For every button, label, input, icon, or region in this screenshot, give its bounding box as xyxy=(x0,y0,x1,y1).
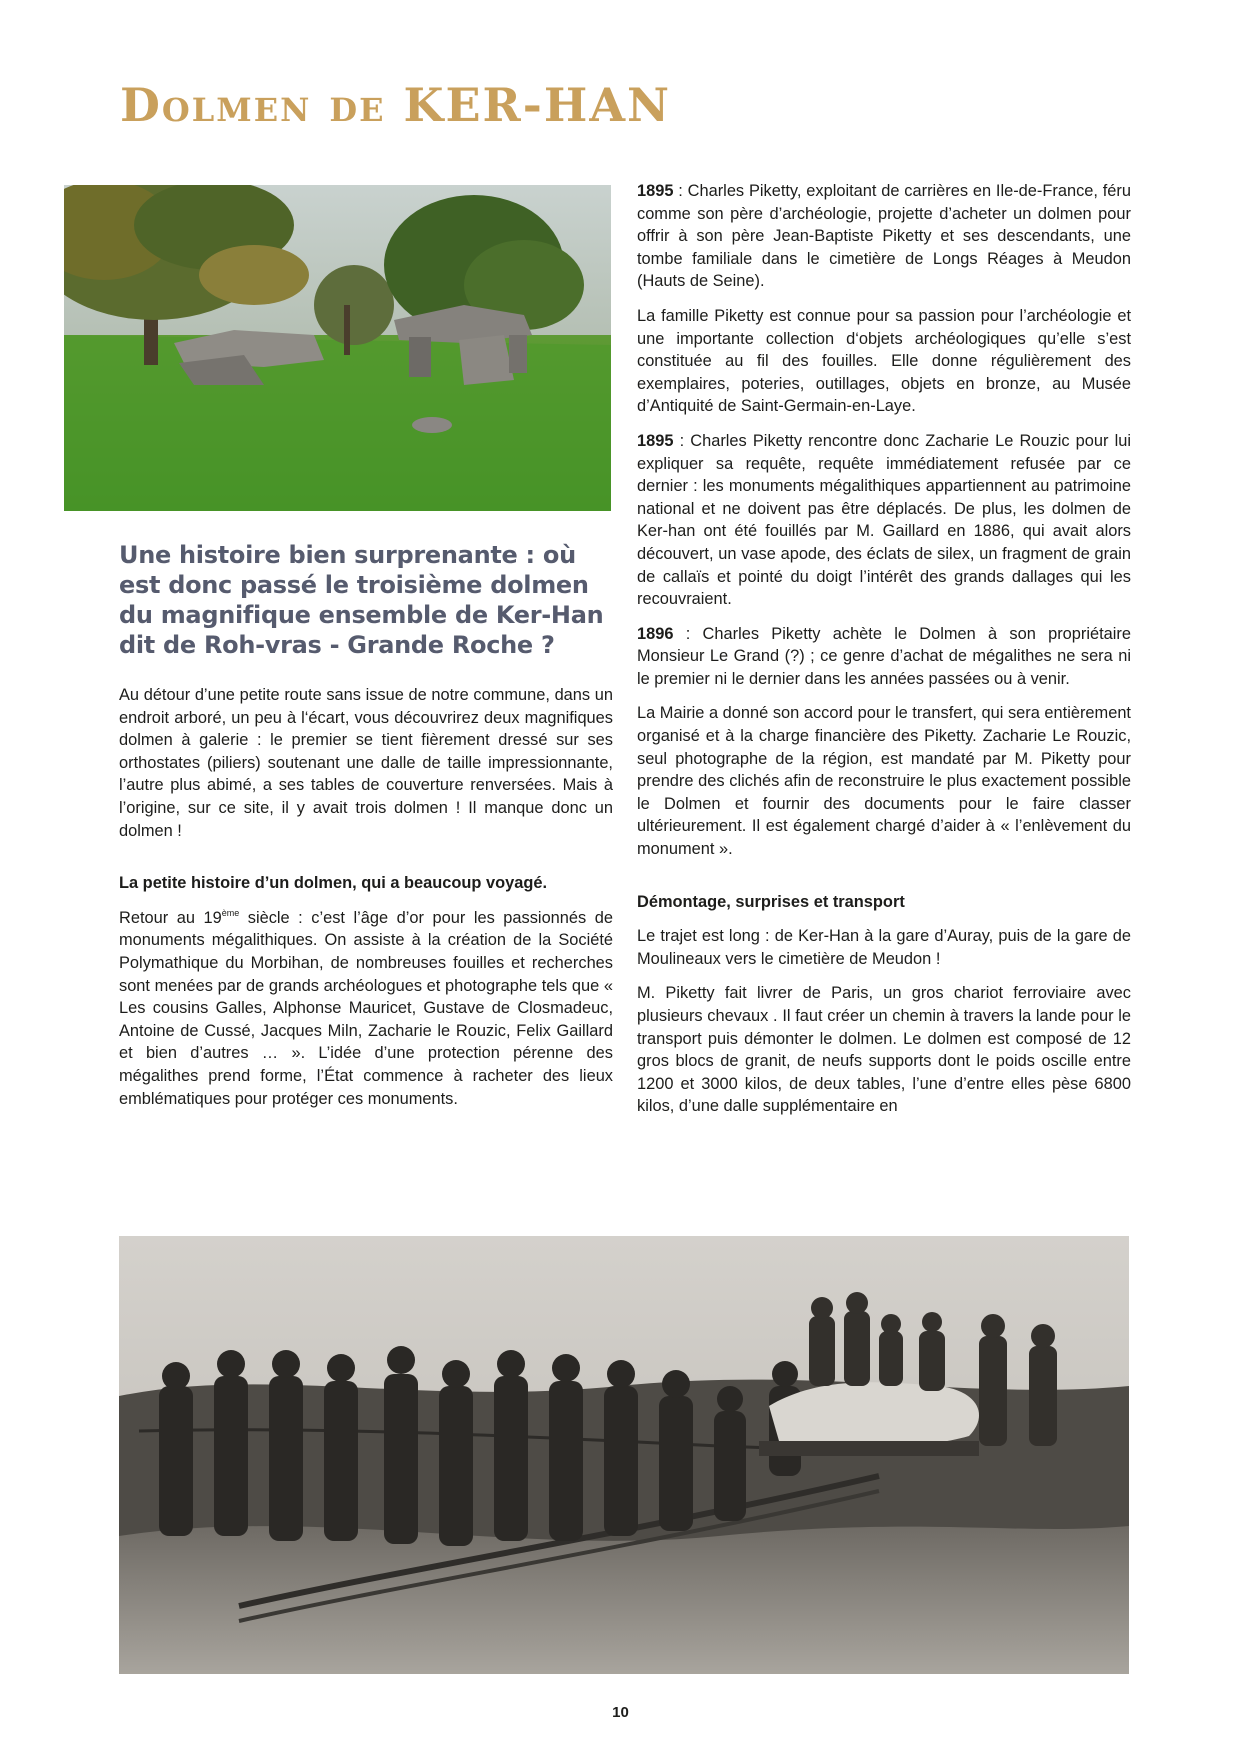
paragraph-text: : Charles Piketty rencontre donc Zacharie Le Rouzic pour lui expliquer sa requête, requête immédiatement refusée par ce dernier : les monuments mégalithiques appartiennent au patrimoine national et ne doivent pas être déplacés. De plus, les dolmen de Ker-han ont été fouillés par M. Gaillard en 1886, qui avait alors découvert, un vase apode, des éclats de silex, un fragment de grain de callaïs et pointé du doigt l’intérêt des grands dallages qui les recouvraient. xyxy=(637,431,1131,609)
dolmen-photo xyxy=(64,185,611,511)
paragraph-mairie: La Mairie a donné son accord pour le transfert, qui sera entièrement organisé et à la charge financière des Piketty. Zacharie Le Rouzic, seul photographe de la région, est mandaté par M. Piketty pour prendre des clichés afin de reconstruire le plus exactement possible le Dolmen et fournir des documents pour le faire classer ultérieurement. Il est également chargé d’aider à « l’enlèvement du monument ». xyxy=(637,704,1131,859)
history-text: siècle : c’est l’âge d’or pour les passionnés de monuments mégalithiques. On assiste à la création de la Société Polymathique du Morbihan, de nombreuses fouilles et recherches sont menées par de grands archéologues et photographe tels que « Les cousins Galles, Alphonse Mauricet, Gustave de Closmadeuc, Antoine de Cussé, Jacques Miln, Zacharie le Rouzic, Felix Gaillard et bien d’autres … ». L’idée d’une protection pérenne des mégalithes prend forme, l’État commence à racheter des lieux emblématiques pour protéger ces monuments. xyxy=(119,908,613,1108)
article-subheading: Une histoire bien surprenante : où est donc passé le troisième dolmen du magnifique ensemble de Ker-Han dit de Roh-vras - Grande Roche ? xyxy=(119,541,604,659)
paragraph-1896-purchase xyxy=(637,623,1131,691)
intro-paragraph: Au détour d’une petite route sans issue de notre commune, dans un endroit arboré, un peu à l‘écart, vous découvrirez deux magnifiques dolmen à galerie : le premier se tient fièrement dressé sur ses orthostates (piliers) soutenant une dalle de taille impressionnante, l’autre plus abimé, a ses tables de couverture renversées. Mais à l’origine, sur ce site, il y avait trois dolmen ! Il manque donc un dolmen ! xyxy=(119,686,613,840)
page-title: Dolmen de KER-HAN xyxy=(120,78,672,132)
history-paragraph xyxy=(119,907,613,1110)
paragraph-dismantling: M. Piketty fait livrer de Paris, un gros chariot ferroviaire avec plusieurs chevaux . Il faut créer un chemin à travers la lande pour le transport puis démonter le dolmen. Le dolmen est composé de 12 gros blocs de granit, de neufs supports dont le poids oscille entre 1200 et 3000 kilos, de deux tables, l’une d’entre elles pèse 6800 kilos, d’une dalle supplémentaire en xyxy=(637,984,1131,1116)
year-label: 1896 xyxy=(637,624,674,643)
history-prefix: Retour au 19 xyxy=(119,908,222,927)
historical-dolmen-transport-photo xyxy=(119,1236,1129,1674)
year-label: 1895 xyxy=(637,431,674,450)
year-label: 1895 xyxy=(637,182,674,200)
paragraph-1895-meeting xyxy=(637,430,1131,611)
paragraph-text: : Charles Piketty achète le Dolmen à son propriétaire Monsieur Le Grand (?) ; ce genre d’achat de mégalithes ne sera ni le premier ni le dernier dans les années passées ou à venir. xyxy=(637,624,1131,688)
right-column xyxy=(637,180,1131,1130)
paragraph-journey: Le trajet est long : de Ker-Han à la gare d’Auray, puis de la gare de Moulineaux vers le cimetière de Meudon ! xyxy=(637,927,1131,968)
page-number: 10 xyxy=(612,1704,629,1721)
section-heading-transport: Démontage, surprises et transport xyxy=(637,892,905,911)
left-column xyxy=(119,540,613,1122)
paragraph-piketty-family: La famille Piketty est connue pour sa passion pour l’archéologie et une importante collection d‘objets archéologiques qu’elle s’est constituée au fil des fouilles. Elle donne régulièrement des exemplaires, poteries, outillages, objets en bronze, au Musée d’Antiquité de Saint-Germain-en-Laye. xyxy=(637,306,1131,416)
paragraph-text: : Charles Piketty, exploitant de carrières en Ile-de-France, féru comme son père d’archéologie, projette d’acheter un dolmen pour offrir à son père Jean-Baptiste Piketty et ses descendants, une tombe familiale dans le cimetière de Longs Réages à Meudon (Hauts de Seine). xyxy=(637,182,1131,291)
ordinal-superscript: ème xyxy=(221,907,240,918)
paragraph-1895-plan xyxy=(637,180,1131,293)
section-heading-history: La petite histoire d’un dolmen, qui a beaucoup voyagé. xyxy=(119,874,548,893)
